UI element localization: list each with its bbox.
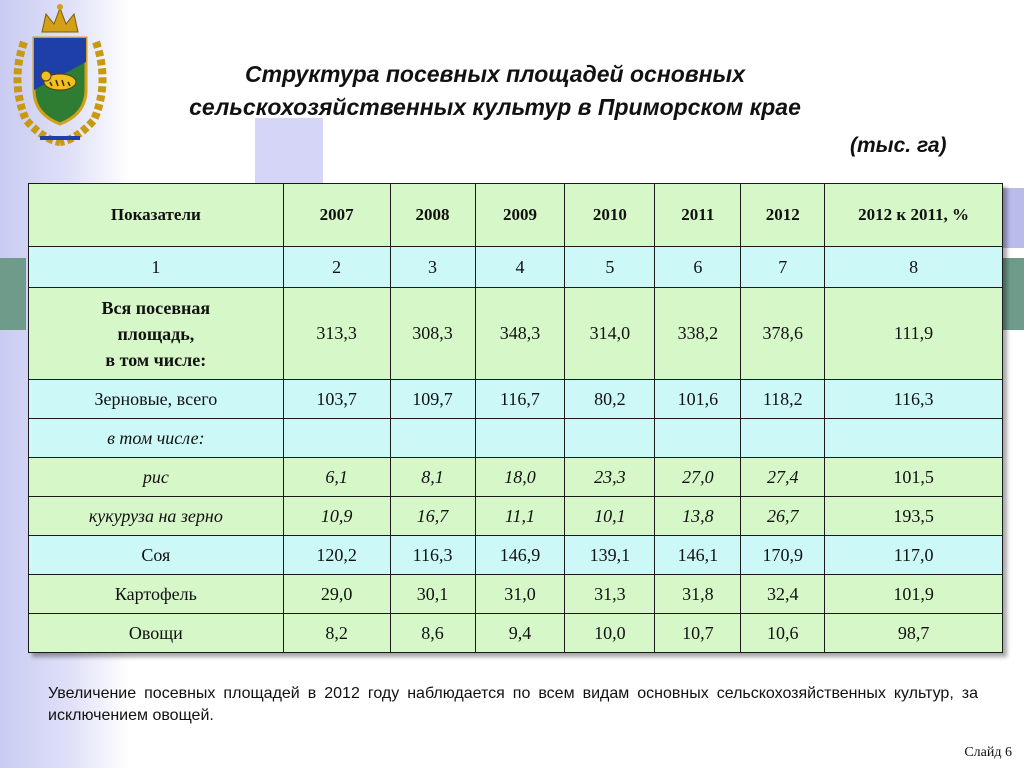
value-cell: 8,6 — [390, 614, 475, 653]
empty-cell — [741, 419, 825, 458]
units-label: (тыс. га) — [850, 134, 947, 157]
header-cell: 2012 к 2011, % — [825, 184, 1003, 247]
decor-right-lavender-bar — [1000, 188, 1024, 248]
value-cell: 170,9 — [741, 536, 825, 575]
potato-row — [29, 575, 1003, 614]
column-number-row — [29, 247, 1003, 288]
header-cell: 2009 — [475, 184, 565, 247]
value-cell: 101,6 — [655, 380, 741, 419]
column-number-cell: 5 — [565, 247, 655, 288]
header-cell: 2010 — [565, 184, 655, 247]
decor-left-green-bar — [0, 258, 26, 330]
value-cell: 103,7 — [283, 380, 390, 419]
row-label: рис — [29, 458, 284, 497]
column-number-cell: 4 — [475, 247, 565, 288]
empty-cell — [825, 419, 1003, 458]
value-cell: 31,3 — [565, 575, 655, 614]
slide-number: Слайд 6 — [964, 745, 1012, 760]
sown-area-table — [28, 183, 1003, 653]
value-cell: 13,8 — [655, 497, 741, 536]
value-cell: 120,2 — [283, 536, 390, 575]
value-cell: 116,7 — [475, 380, 565, 419]
value-cell: 338,2 — [655, 288, 741, 380]
value-cell: 146,1 — [655, 536, 741, 575]
value-cell: 348,3 — [475, 288, 565, 380]
value-cell: 11,1 — [475, 497, 565, 536]
soy-row — [29, 536, 1003, 575]
empty-cell — [655, 419, 741, 458]
corn-row — [29, 497, 1003, 536]
value-cell: 10,9 — [283, 497, 390, 536]
value-cell: 101,9 — [825, 575, 1003, 614]
column-number-cell: 8 — [825, 247, 1003, 288]
header-cell: 2011 — [655, 184, 741, 247]
value-cell: 27,4 — [741, 458, 825, 497]
value-cell: 27,0 — [655, 458, 741, 497]
value-cell: 139,1 — [565, 536, 655, 575]
value-cell: 9,4 — [475, 614, 565, 653]
value-cell: 23,3 — [565, 458, 655, 497]
value-cell: 30,1 — [390, 575, 475, 614]
value-cell: 31,8 — [655, 575, 741, 614]
value-cell: 80,2 — [565, 380, 655, 419]
value-cell: 308,3 — [390, 288, 475, 380]
empty-cell — [565, 419, 655, 458]
value-cell: 32,4 — [741, 575, 825, 614]
value-cell: 6,1 — [283, 458, 390, 497]
value-cell: 18,0 — [475, 458, 565, 497]
title-line-2: сельскохозяйственных культур в Приморском крае — [189, 94, 801, 120]
value-cell: 378,6 — [741, 288, 825, 380]
row-label: Соя — [29, 536, 284, 575]
empty-cell — [283, 419, 390, 458]
value-cell: 29,0 — [283, 575, 390, 614]
value-cell: 10,1 — [565, 497, 655, 536]
row-label: кукуруза на зерно — [29, 497, 284, 536]
row-label-line: Вся посевная — [101, 297, 211, 318]
coat-of-arms-emblem — [4, 2, 116, 150]
column-number-cell: 7 — [741, 247, 825, 288]
column-number-cell: 1 — [29, 247, 284, 288]
vegetables-row — [29, 614, 1003, 653]
column-number-cell: 2 — [283, 247, 390, 288]
row-label: Картофель — [29, 575, 284, 614]
value-cell: 16,7 — [390, 497, 475, 536]
value-cell: 98,7 — [825, 614, 1003, 653]
value-cell: 109,7 — [390, 380, 475, 419]
value-cell: 10,0 — [565, 614, 655, 653]
header-cell: 2007 — [283, 184, 390, 247]
empty-cell — [475, 419, 565, 458]
value-cell: 111,9 — [825, 288, 1003, 380]
row-label: Овощи — [29, 614, 284, 653]
value-cell: 10,7 — [655, 614, 741, 653]
row-label-line: в том числе: — [105, 349, 207, 370]
title-line-1: Структура посевных площадей основных — [244, 61, 745, 87]
column-number-cell: 6 — [655, 247, 741, 288]
value-cell: 314,0 — [565, 288, 655, 380]
row-label — [29, 288, 284, 380]
value-cell: 193,5 — [825, 497, 1003, 536]
value-cell: 116,3 — [825, 380, 1003, 419]
value-cell: 8,1 — [390, 458, 475, 497]
value-cell: 118,2 — [741, 380, 825, 419]
row-label: Зерновые, всего — [29, 380, 284, 419]
row-label: в том числе: — [29, 419, 284, 458]
header-cell: Показатели — [29, 184, 284, 247]
value-cell: 101,5 — [825, 458, 1003, 497]
row-label-line: площадь, — [117, 323, 195, 344]
value-cell: 10,6 — [741, 614, 825, 653]
value-cell: 117,0 — [825, 536, 1003, 575]
value-cell: 116,3 — [390, 536, 475, 575]
value-cell: 313,3 — [283, 288, 390, 380]
grain-row — [29, 380, 1003, 419]
decor-right-green-bar — [1000, 258, 1024, 330]
decor-square — [255, 118, 323, 186]
including-row — [29, 419, 1003, 458]
value-cell: 31,0 — [475, 575, 565, 614]
header-cell: 2008 — [390, 184, 475, 247]
header-row — [29, 184, 1003, 247]
conclusion-note: Увеличение посевных площадей в 2012 году наблюдается по всем видам основных сельскохозяйственных культур, за исключением овощей. — [48, 685, 978, 724]
header-cell: 2012 — [741, 184, 825, 247]
empty-cell — [390, 419, 475, 458]
value-cell: 26,7 — [741, 497, 825, 536]
slide-title — [150, 58, 840, 124]
rice-row — [29, 458, 1003, 497]
value-cell: 8,2 — [283, 614, 390, 653]
value-cell: 146,9 — [475, 536, 565, 575]
total-area-row — [29, 288, 1003, 380]
column-number-cell: 3 — [390, 247, 475, 288]
